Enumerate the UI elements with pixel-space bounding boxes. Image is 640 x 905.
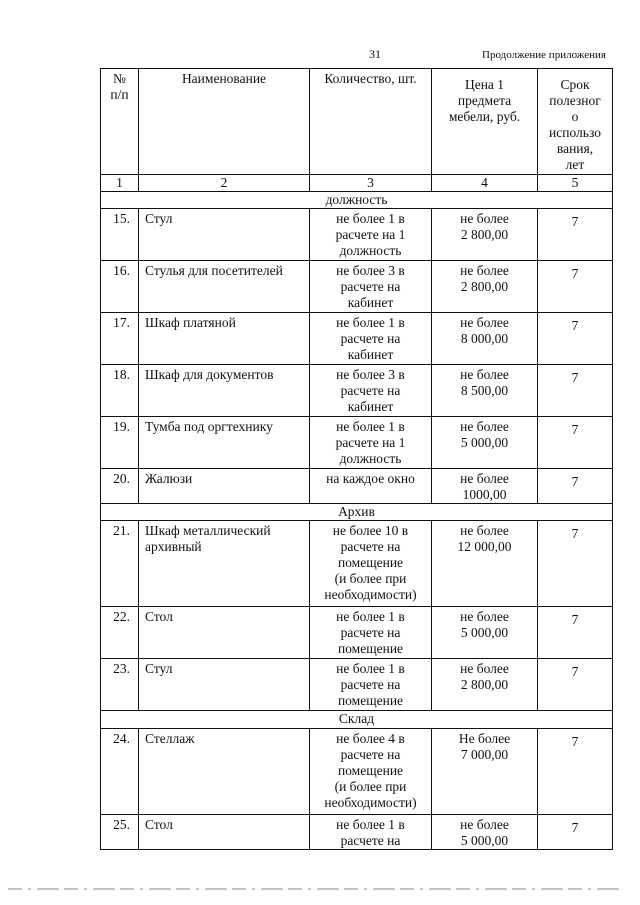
item-term: 7 bbox=[538, 209, 613, 261]
item-quantity bbox=[310, 313, 432, 365]
item-price bbox=[432, 729, 538, 815]
item-term: 7 bbox=[538, 607, 613, 659]
header-qty bbox=[310, 69, 432, 175]
item-quantity-line: не более 1 в bbox=[336, 419, 405, 434]
item-price bbox=[432, 417, 538, 469]
item-name-line: Стул bbox=[145, 211, 173, 226]
item-price-line: не более bbox=[460, 661, 509, 676]
row-number: 21. bbox=[101, 521, 139, 607]
item-quantity-line: не более 1 в bbox=[336, 315, 405, 330]
item-name bbox=[139, 521, 310, 607]
table-row bbox=[101, 521, 613, 607]
scan-artifact-line bbox=[0, 886, 640, 892]
column-index: 3 bbox=[310, 175, 432, 192]
item-price-line: не более bbox=[460, 367, 509, 382]
item-name bbox=[139, 261, 310, 313]
table-row bbox=[101, 365, 613, 417]
item-price-line: 5 000,00 bbox=[460, 625, 509, 640]
header-price-line: Цена 1 bbox=[464, 77, 505, 92]
item-price-line: не более bbox=[460, 471, 509, 486]
item-name-line: Шкаф металлический bbox=[145, 523, 271, 538]
header-num-line: № bbox=[113, 71, 126, 86]
header-name bbox=[139, 69, 310, 175]
item-quantity-line: помещение bbox=[337, 763, 404, 778]
table-row bbox=[101, 469, 613, 504]
page-number: 31 bbox=[369, 47, 381, 61]
column-index: 2 bbox=[139, 175, 310, 192]
item-name bbox=[139, 469, 310, 504]
item-quantity-line: расчете на bbox=[340, 331, 401, 346]
item-quantity-line: помещение bbox=[337, 555, 404, 570]
item-term: 7 bbox=[538, 521, 613, 607]
item-quantity-line: необходимости) bbox=[324, 795, 417, 810]
item-quantity-line: расчете на bbox=[340, 677, 401, 692]
column-index: 1 bbox=[101, 175, 139, 192]
item-quantity-line: расчете на bbox=[340, 279, 401, 294]
item-name bbox=[139, 417, 310, 469]
header-term-line: полезног bbox=[549, 93, 601, 108]
item-quantity-line: должность bbox=[339, 243, 402, 258]
header-term-line: лет bbox=[565, 157, 585, 172]
row-number: 23. bbox=[101, 659, 139, 711]
section-row bbox=[101, 504, 613, 521]
item-quantity-line: помещение bbox=[337, 693, 404, 708]
header-qty-line: Количество, шт. bbox=[324, 71, 417, 86]
item-name-line: Стулья для посетителей bbox=[145, 263, 283, 278]
header-price-line: предмета bbox=[457, 93, 512, 108]
item-price-line: 5 000,00 bbox=[460, 833, 509, 848]
item-price-line: 2 800,00 bbox=[460, 677, 509, 692]
header-name-line: Наименование bbox=[181, 71, 267, 86]
item-quantity bbox=[310, 261, 432, 313]
header-row bbox=[101, 69, 613, 175]
table-row bbox=[101, 261, 613, 313]
item-price bbox=[432, 261, 538, 313]
item-term: 7 bbox=[538, 659, 613, 711]
item-quantity bbox=[310, 469, 432, 504]
row-number: 22. bbox=[101, 607, 139, 659]
item-quantity-line: не более 3 в bbox=[336, 367, 405, 382]
furniture-table bbox=[100, 68, 613, 850]
item-price bbox=[432, 659, 538, 711]
table-row bbox=[101, 313, 613, 365]
continuation-label: Продолжение приложения bbox=[482, 49, 606, 61]
item-quantity-line: необходимости) bbox=[324, 587, 417, 602]
row-number: 25. bbox=[101, 815, 139, 850]
item-price-line: Не более bbox=[458, 731, 511, 746]
section-label: должность bbox=[101, 192, 613, 209]
item-quantity bbox=[310, 659, 432, 711]
item-price bbox=[432, 815, 538, 850]
item-price bbox=[432, 607, 538, 659]
item-price bbox=[432, 365, 538, 417]
item-name-line: Шкаф для документов bbox=[145, 367, 274, 382]
item-price-line: 2 800,00 bbox=[460, 279, 509, 294]
header-num-line: п/п bbox=[110, 87, 129, 102]
row-number: 16. bbox=[101, 261, 139, 313]
item-name-line: Стол bbox=[145, 609, 173, 624]
item-price bbox=[432, 469, 538, 504]
item-price-line: 12 000,00 bbox=[457, 539, 512, 554]
item-quantity bbox=[310, 521, 432, 607]
section-row bbox=[101, 711, 613, 729]
item-quantity-line: кабинет bbox=[347, 347, 394, 362]
item-quantity-line: расчете на bbox=[340, 625, 401, 640]
item-quantity-line: не более 1 в bbox=[336, 211, 405, 226]
header-term bbox=[538, 69, 613, 175]
section-row bbox=[101, 192, 613, 209]
item-quantity-line: помещение bbox=[337, 641, 404, 656]
item-price-line: не более bbox=[460, 211, 509, 226]
item-quantity bbox=[310, 729, 432, 815]
column-index: 4 bbox=[432, 175, 538, 192]
row-number: 24. bbox=[101, 729, 139, 815]
item-quantity-line: расчете на bbox=[340, 383, 401, 398]
header-term-line: Срок bbox=[560, 77, 590, 92]
item-quantity-line: на каждое окно bbox=[326, 471, 415, 486]
item-price-line: не более bbox=[460, 817, 509, 832]
table-row bbox=[101, 659, 613, 711]
item-quantity-line: не более 1 в bbox=[336, 661, 405, 676]
section-label: Склад bbox=[101, 711, 613, 729]
item-name-line: Стеллаж bbox=[145, 731, 195, 746]
item-quantity-line: расчете на bbox=[340, 539, 401, 554]
item-name-line: Стул bbox=[145, 661, 173, 676]
item-price-line: 1000,00 bbox=[462, 487, 507, 502]
header-term-line: использо bbox=[549, 125, 601, 140]
item-price-line: 8 000,00 bbox=[460, 331, 509, 346]
item-quantity bbox=[310, 417, 432, 469]
item-term: 7 bbox=[538, 365, 613, 417]
item-quantity-line: расчете на 1 bbox=[335, 227, 406, 242]
item-quantity bbox=[310, 815, 432, 850]
item-quantity-line: не более 1 в bbox=[336, 609, 405, 624]
item-quantity-line: должность bbox=[339, 451, 402, 466]
column-index-row bbox=[101, 175, 613, 192]
item-price-line: не более bbox=[460, 263, 509, 278]
item-price bbox=[432, 521, 538, 607]
item-term: 7 bbox=[538, 261, 613, 313]
table-row bbox=[101, 729, 613, 815]
item-quantity-line: расчете на 1 bbox=[335, 435, 406, 450]
table-body bbox=[101, 69, 613, 850]
item-quantity bbox=[310, 209, 432, 261]
item-term: 7 bbox=[538, 815, 613, 850]
item-price-line: 5 000,00 bbox=[460, 435, 509, 450]
item-price-line: не более bbox=[460, 315, 509, 330]
item-quantity-line: не более 3 в bbox=[336, 263, 405, 278]
row-number: 15. bbox=[101, 209, 139, 261]
row-number: 19. bbox=[101, 417, 139, 469]
item-name bbox=[139, 607, 310, 659]
row-number: 20. bbox=[101, 469, 139, 504]
item-name-line: Тумба под оргтехнику bbox=[145, 419, 273, 434]
table-row bbox=[101, 607, 613, 659]
item-name-line: Стол bbox=[145, 817, 173, 832]
item-quantity-line: кабинет bbox=[347, 399, 394, 414]
item-price-line: 7 000,00 bbox=[460, 747, 509, 762]
item-quantity-line: (и более при bbox=[334, 571, 407, 586]
item-name bbox=[139, 729, 310, 815]
item-name bbox=[139, 365, 310, 417]
item-quantity bbox=[310, 607, 432, 659]
item-price bbox=[432, 313, 538, 365]
table-row bbox=[101, 815, 613, 850]
column-index: 5 bbox=[538, 175, 613, 192]
item-term: 7 bbox=[538, 313, 613, 365]
header-price bbox=[432, 69, 538, 175]
item-name bbox=[139, 313, 310, 365]
item-quantity-line: кабинет bbox=[347, 295, 394, 310]
item-term: 7 bbox=[538, 417, 613, 469]
header-term-line: вания, bbox=[556, 141, 594, 156]
table-row bbox=[101, 209, 613, 261]
header-price-line: мебели, руб. bbox=[448, 109, 521, 124]
row-number: 17. bbox=[101, 313, 139, 365]
table-row bbox=[101, 417, 613, 469]
item-price-line: не более bbox=[460, 609, 509, 624]
item-quantity-line: не более 1 в bbox=[336, 817, 405, 832]
item-term: 7 bbox=[538, 729, 613, 815]
item-quantity-line: расчете на bbox=[340, 833, 401, 848]
section-label: Архив bbox=[101, 504, 613, 521]
item-quantity-line: (и более при bbox=[334, 779, 407, 794]
header-term-line: о bbox=[571, 109, 579, 124]
item-price bbox=[432, 209, 538, 261]
item-quantity-line: расчете на bbox=[340, 747, 401, 762]
item-name bbox=[139, 209, 310, 261]
item-name bbox=[139, 815, 310, 850]
item-term: 7 bbox=[538, 469, 613, 504]
item-price-line: 2 800,00 bbox=[460, 227, 509, 242]
item-name-line: Жалюзи bbox=[145, 471, 193, 486]
item-name bbox=[139, 659, 310, 711]
item-price-line: не более bbox=[460, 523, 509, 538]
item-quantity-line: не более 10 в bbox=[332, 523, 409, 538]
item-quantity-line: не более 4 в bbox=[336, 731, 405, 746]
item-price-line: 8 500,00 bbox=[460, 383, 509, 398]
header-num bbox=[101, 69, 139, 175]
item-price-line: не более bbox=[460, 419, 509, 434]
row-number: 18. bbox=[101, 365, 139, 417]
item-quantity bbox=[310, 365, 432, 417]
item-name-line: архивный bbox=[145, 539, 202, 554]
item-name-line: Шкаф платяной bbox=[145, 315, 236, 330]
